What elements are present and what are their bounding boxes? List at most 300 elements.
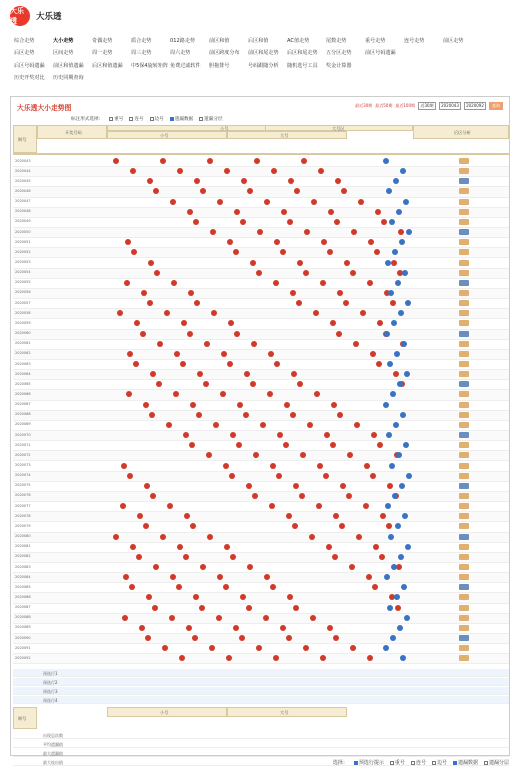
stats-label: 最大连出值 xyxy=(43,759,63,765)
ratio-badge xyxy=(459,483,469,489)
ball-mark xyxy=(184,513,190,519)
option-0[interactable] xyxy=(109,116,123,122)
nav-link[interactable]: 后区和值遗漏 xyxy=(92,62,123,69)
nav-row xyxy=(14,59,509,72)
ratio-badge xyxy=(459,341,469,347)
issue-number: 2020051 xyxy=(15,239,31,244)
ball-mark xyxy=(372,584,378,590)
table-row xyxy=(13,370,509,380)
nav-link[interactable]: 免费过滤软件 xyxy=(170,62,201,69)
checkbox-icon[interactable] xyxy=(453,761,457,765)
option-4[interactable] xyxy=(199,116,222,122)
ratio-badge xyxy=(459,260,469,266)
checkbox-icon[interactable] xyxy=(390,761,394,765)
ball-mark xyxy=(211,310,217,316)
nav-link[interactable]: 前区和值 xyxy=(209,37,230,44)
nav-link[interactable]: 综合走势 xyxy=(14,37,35,44)
ball-mark xyxy=(386,523,392,529)
ball-mark xyxy=(320,280,326,286)
ball-mark xyxy=(203,381,209,387)
ball-mark xyxy=(181,320,187,326)
issue-number: 2020065 xyxy=(15,381,31,386)
ratio-badge xyxy=(459,351,469,357)
ball-mark xyxy=(360,310,366,316)
ball-mark xyxy=(264,199,270,205)
ball-mark xyxy=(204,341,210,347)
issue-number: 2020063 xyxy=(15,361,31,366)
ratio-badge xyxy=(459,534,469,540)
checkbox-icon[interactable] xyxy=(170,117,174,121)
ball-mark xyxy=(366,574,372,580)
ratio-badge xyxy=(459,391,469,397)
ball-mark xyxy=(227,361,233,367)
ball-mark xyxy=(197,371,203,377)
ball-mark xyxy=(323,473,329,479)
issue-number: 2020045 xyxy=(15,178,31,183)
ball-mark xyxy=(241,178,247,184)
back-ball-mark xyxy=(389,463,395,469)
table-row xyxy=(13,573,509,583)
nav-link[interactable]: 历史开奖对比 xyxy=(14,75,45,82)
option-label: 重号 xyxy=(114,117,124,122)
footer-option-label: 遗漏数据 xyxy=(457,760,478,766)
ball-mark xyxy=(189,442,195,448)
option-1[interactable] xyxy=(129,116,143,122)
issue-number: 2020054 xyxy=(15,270,31,275)
table-row xyxy=(13,198,509,208)
ball-mark xyxy=(246,483,252,489)
ball-mark xyxy=(286,513,292,519)
checkbox-icon[interactable] xyxy=(411,761,415,765)
ball-mark xyxy=(153,564,159,570)
small-header xyxy=(107,131,227,139)
nav-link[interactable]: 大小走势 xyxy=(53,37,74,44)
issue-number: 2020050 xyxy=(15,229,31,234)
option-2[interactable] xyxy=(150,116,164,122)
ratio-badge xyxy=(459,188,469,194)
ball-mark xyxy=(367,655,373,661)
ball-mark xyxy=(186,625,192,631)
ball-mark xyxy=(257,229,263,235)
back-ball-mark xyxy=(383,645,389,651)
ball-mark xyxy=(296,300,302,306)
back-ball-mark xyxy=(385,503,391,509)
nav-link[interactable]: 区间走势 xyxy=(53,50,74,57)
issue-header-bottom-label: 期号 xyxy=(18,715,27,721)
footer-option-4[interactable] xyxy=(453,759,478,766)
issue-number: 2020074 xyxy=(15,473,31,478)
back-ball-mark xyxy=(399,239,405,245)
checkbox-icon[interactable] xyxy=(354,761,358,765)
stats-label: 出现总次数 xyxy=(43,732,63,738)
issue-number: 2020078 xyxy=(15,513,31,518)
ball-mark xyxy=(183,554,189,560)
ball-mark xyxy=(122,615,128,621)
table-row xyxy=(13,431,509,441)
nav-link[interactable]: 号码跟随分析 xyxy=(248,62,279,69)
ball-mark xyxy=(252,493,258,499)
back-ball-mark xyxy=(388,290,394,296)
to-issue-input[interactable]: 2020092 xyxy=(464,102,486,110)
back-ball-mark xyxy=(403,442,409,448)
back-ball-mark xyxy=(401,341,407,347)
ball-mark xyxy=(164,310,170,316)
small-header-label: 小号 xyxy=(160,133,169,138)
ball-mark xyxy=(353,341,359,347)
issue-header-bottom xyxy=(13,707,37,729)
ball-mark xyxy=(217,199,223,205)
ball-mark xyxy=(358,199,364,205)
back-ball-mark xyxy=(399,483,405,489)
ball-mark xyxy=(228,320,234,326)
ball-mark xyxy=(188,290,194,296)
nav-link[interactable]: 奖金计算器 xyxy=(326,62,352,69)
issue-number: 2020092 xyxy=(15,655,31,660)
back-ball-mark xyxy=(396,452,402,458)
table-row xyxy=(13,522,509,532)
ball-mark xyxy=(356,534,362,540)
ratio-badge xyxy=(459,442,469,448)
issue-number: 2020088 xyxy=(15,615,31,620)
ball-mark xyxy=(174,351,180,357)
checkbox-icon[interactable] xyxy=(150,117,154,121)
nav-link[interactable]: 前区号码遗漏 xyxy=(365,50,396,57)
ball-mark xyxy=(127,351,133,357)
ball-mark xyxy=(177,544,183,550)
ball-mark xyxy=(336,331,342,337)
nav-link[interactable]: 前区走势 xyxy=(443,37,464,44)
nav-link[interactable]: 后区和尾走势 xyxy=(287,50,318,57)
big-header-bottom xyxy=(227,707,347,717)
site-logo[interactable]: 大乐透 xyxy=(10,6,30,26)
ratio-badge xyxy=(459,635,469,641)
ball-mark xyxy=(169,615,175,621)
ball-mark xyxy=(347,452,353,458)
issue-header xyxy=(13,125,37,153)
ball-mark xyxy=(390,300,396,306)
big-header-bottom-label: 大号 xyxy=(280,709,289,715)
nav-link[interactable]: 前区跨度分布 xyxy=(209,50,240,57)
table-row xyxy=(13,543,509,553)
ball-mark xyxy=(376,361,382,367)
ratio-badge xyxy=(459,473,469,479)
ratio-badge xyxy=(459,594,469,600)
nav-link[interactable]: 前区和值遗漏 xyxy=(53,62,84,69)
ratio-badge xyxy=(459,280,469,286)
table-row xyxy=(13,309,509,319)
footer-option-5[interactable] xyxy=(484,759,509,766)
option-label: 遗漏分层 xyxy=(204,117,223,122)
table-row xyxy=(13,624,509,634)
ball-mark xyxy=(256,645,262,651)
ball-mark xyxy=(187,331,193,337)
ball-mark xyxy=(327,625,333,631)
checkbox-icon[interactable] xyxy=(432,761,436,765)
checkbox-icon[interactable] xyxy=(199,117,203,121)
issue-number: 2020083 xyxy=(15,564,31,569)
ratio-badge xyxy=(459,463,469,469)
ball-mark xyxy=(271,168,277,174)
issue-number: 2020089 xyxy=(15,625,31,630)
ball-mark xyxy=(230,554,236,560)
preselect-label: 预选行3 xyxy=(43,688,58,694)
back-ball-mark xyxy=(390,635,396,641)
issue-header-label: 期号 xyxy=(18,137,27,142)
nav-link[interactable]: 后区号码遗漏 xyxy=(14,62,45,69)
ball-mark xyxy=(148,260,154,266)
issue-number: 2020059 xyxy=(15,320,31,325)
from-issue-input[interactable]: 2020043 xyxy=(439,102,461,110)
issue-number: 2020076 xyxy=(15,493,31,498)
back-ball-mark xyxy=(386,432,392,438)
nav-link[interactable]: 尾数走势 xyxy=(326,37,347,44)
ball-mark xyxy=(398,229,404,235)
ball-mark xyxy=(341,188,347,194)
ball-mark xyxy=(217,574,223,580)
footer-option-2[interactable] xyxy=(411,759,426,766)
table-row xyxy=(13,593,509,603)
ball-mark xyxy=(229,473,235,479)
ball-mark xyxy=(284,402,290,408)
table-row xyxy=(13,340,509,350)
ball-mark xyxy=(268,351,274,357)
ball-mark xyxy=(310,615,316,621)
front-small-header-label: 小号 xyxy=(220,126,229,131)
option-3[interactable] xyxy=(170,116,193,122)
ball-mark xyxy=(129,584,135,590)
nav-link[interactable]: 随机选号工具 xyxy=(287,62,318,69)
numbers-header-label: 开奖号码 xyxy=(65,130,82,135)
ball-mark xyxy=(179,655,185,661)
table-row xyxy=(13,289,509,299)
issue-number: 2020081 xyxy=(15,544,31,549)
header xyxy=(0,0,519,32)
ball-mark xyxy=(152,605,158,611)
recent-50-link[interactable]: 最近50期 xyxy=(375,103,393,108)
nav-link[interactable]: 周一走势 xyxy=(92,50,113,57)
nav-link[interactable]: 前区和尾走势 xyxy=(248,50,279,57)
ball-mark xyxy=(239,635,245,641)
issue-number: 2020073 xyxy=(15,463,31,467)
preselect-row xyxy=(13,678,509,686)
issue-number: 2020082 xyxy=(15,554,31,559)
table-row xyxy=(13,644,509,654)
footer-option-3[interactable] xyxy=(432,759,447,766)
ball-mark xyxy=(154,270,160,276)
big-header-label: 大号 xyxy=(280,133,289,138)
ball-mark xyxy=(290,412,296,418)
ratio-badge xyxy=(459,655,469,661)
ball-mark xyxy=(354,422,360,428)
ball-mark xyxy=(339,523,345,529)
ball-mark xyxy=(246,605,252,611)
ratio-badge xyxy=(459,168,469,174)
issue-number: 2020069 xyxy=(15,422,31,427)
ball-mark xyxy=(375,209,381,215)
ratio-badge xyxy=(459,625,469,631)
recent-30-link[interactable]: 最近30期 xyxy=(355,103,373,108)
issue-number: 2020075 xyxy=(15,483,31,488)
nav-link[interactable]: AC值走势 xyxy=(287,37,310,44)
checkbox-icon[interactable] xyxy=(484,761,488,765)
back-ball-mark xyxy=(393,178,399,184)
ball-mark xyxy=(251,341,257,347)
footer-options xyxy=(333,759,509,766)
issue-number: 2020049 xyxy=(15,219,31,224)
front-big-header xyxy=(265,125,413,131)
ball-mark xyxy=(321,239,327,245)
big-header xyxy=(227,131,347,139)
table-row xyxy=(13,614,509,624)
ratio-badge xyxy=(459,300,469,306)
nav-link[interactable]: 周六走势 xyxy=(170,50,191,57)
checkbox-icon[interactable] xyxy=(129,117,133,121)
table-row xyxy=(13,492,509,502)
ball-mark xyxy=(166,422,172,428)
nav-link[interactable]: 后区走势 xyxy=(14,50,35,57)
table-row xyxy=(13,299,509,309)
footer-option-1[interactable] xyxy=(390,759,405,766)
back-ball-mark xyxy=(391,564,397,570)
ball-mark xyxy=(167,503,173,509)
ball-mark xyxy=(220,391,226,397)
ball-mark xyxy=(230,432,236,438)
ball-mark xyxy=(254,158,260,164)
preselect-row xyxy=(13,669,509,677)
ball-mark xyxy=(381,219,387,225)
divider xyxy=(13,153,509,155)
query-button[interactable]: 查询 xyxy=(489,102,503,110)
nav-link[interactable]: 后区和值 xyxy=(248,37,269,44)
back-ball-mark xyxy=(403,199,409,205)
ball-mark xyxy=(141,290,147,296)
ball-mark xyxy=(273,280,279,286)
ball-mark xyxy=(237,402,243,408)
ball-mark xyxy=(293,605,299,611)
preselect-row xyxy=(13,687,509,695)
nav-link[interactable]: 中5保4旋转矩阵 xyxy=(131,62,169,69)
ball-mark xyxy=(240,219,246,225)
ball-mark xyxy=(307,422,313,428)
ratio-badge xyxy=(459,331,469,337)
nav-link[interactable]: 012路走势 xyxy=(170,37,196,44)
nav-link[interactable]: 重号走势 xyxy=(365,37,386,44)
issue-number: 2020066 xyxy=(15,391,31,396)
ball-mark xyxy=(280,625,286,631)
ball-mark xyxy=(309,534,315,540)
ball-mark xyxy=(200,564,206,570)
back-ball-mark xyxy=(402,270,408,276)
ball-mark xyxy=(176,584,182,590)
nav-link[interactable]: 五分区走势 xyxy=(326,50,352,57)
ball-mark xyxy=(177,168,183,174)
back-ball-mark xyxy=(387,361,393,367)
ball-mark xyxy=(145,635,151,641)
ball-mark xyxy=(194,178,200,184)
table-row xyxy=(13,533,509,543)
ball-mark xyxy=(294,188,300,194)
nav-link[interactable]: 周三走势 xyxy=(131,50,152,57)
nav-link[interactable]: 奇偶走势 xyxy=(92,37,113,44)
panel-title: 大乐透大小走势图 xyxy=(17,104,72,112)
ball-mark xyxy=(207,158,213,164)
period-select[interactable]: 近30期 xyxy=(418,102,436,110)
table-row xyxy=(13,451,509,461)
table-row xyxy=(13,634,509,644)
issue-number: 2020085 xyxy=(15,584,31,589)
nav-link[interactable]: 胆拖排号 xyxy=(209,62,230,69)
ball-mark xyxy=(313,310,319,316)
back-ball-mark xyxy=(387,605,393,611)
ball-mark xyxy=(327,249,333,255)
ball-mark xyxy=(123,574,129,580)
ball-mark xyxy=(346,493,352,499)
ratio-badge xyxy=(459,249,469,255)
display-options xyxy=(71,116,223,122)
ball-mark xyxy=(260,422,266,428)
ratio-badge xyxy=(459,422,469,428)
ball-mark xyxy=(287,219,293,225)
ratio-badge xyxy=(459,493,469,499)
ball-mark xyxy=(173,391,179,397)
checkbox-icon[interactable] xyxy=(109,117,113,121)
nav-link[interactable]: 连号走势 xyxy=(404,37,425,44)
ball-mark xyxy=(337,412,343,418)
ball-mark xyxy=(387,483,393,489)
ball-mark xyxy=(264,574,270,580)
ball-mark xyxy=(193,219,199,225)
ball-mark xyxy=(297,381,303,387)
front-big-header-label: 大号区 xyxy=(332,126,345,131)
table-row xyxy=(13,208,509,218)
footer-label: 选择： xyxy=(332,760,348,766)
ball-mark xyxy=(190,523,196,529)
back-analysis-header-label: 后区分析 xyxy=(454,130,471,135)
ratio-badge xyxy=(459,513,469,519)
back-ball-mark xyxy=(384,574,390,580)
back-ball-mark xyxy=(396,209,402,215)
ball-mark xyxy=(153,188,159,194)
ball-mark xyxy=(199,605,205,611)
ball-mark xyxy=(160,534,166,540)
ball-mark xyxy=(113,158,119,164)
ball-mark xyxy=(380,513,386,519)
ball-mark xyxy=(196,412,202,418)
issue-number: 2020067 xyxy=(15,402,31,407)
back-ball-mark xyxy=(402,513,408,519)
recent-100-link[interactable]: 最近100期 xyxy=(395,103,415,108)
nav-link[interactable]: 质合走势 xyxy=(131,37,152,44)
ball-mark xyxy=(350,645,356,651)
ball-mark xyxy=(140,331,146,337)
stats-row xyxy=(13,731,509,739)
trend-nav xyxy=(14,34,509,84)
ball-mark xyxy=(134,320,140,326)
ball-mark xyxy=(253,452,259,458)
back-ball-mark xyxy=(395,280,401,286)
back-ball-mark xyxy=(394,594,400,600)
footer-option-0[interactable] xyxy=(354,759,384,766)
back-ball-mark xyxy=(404,371,410,377)
issue-number: 2020072 xyxy=(15,452,31,457)
ratio-badge xyxy=(459,270,469,276)
issue-number: 2020048 xyxy=(15,209,31,214)
footer-option-label: 重号 xyxy=(394,760,405,766)
ratio-badge xyxy=(459,310,469,316)
nav-link[interactable]: 历史同期查询 xyxy=(53,75,84,82)
ratio-badge xyxy=(459,371,469,377)
numbers-header xyxy=(37,125,107,139)
